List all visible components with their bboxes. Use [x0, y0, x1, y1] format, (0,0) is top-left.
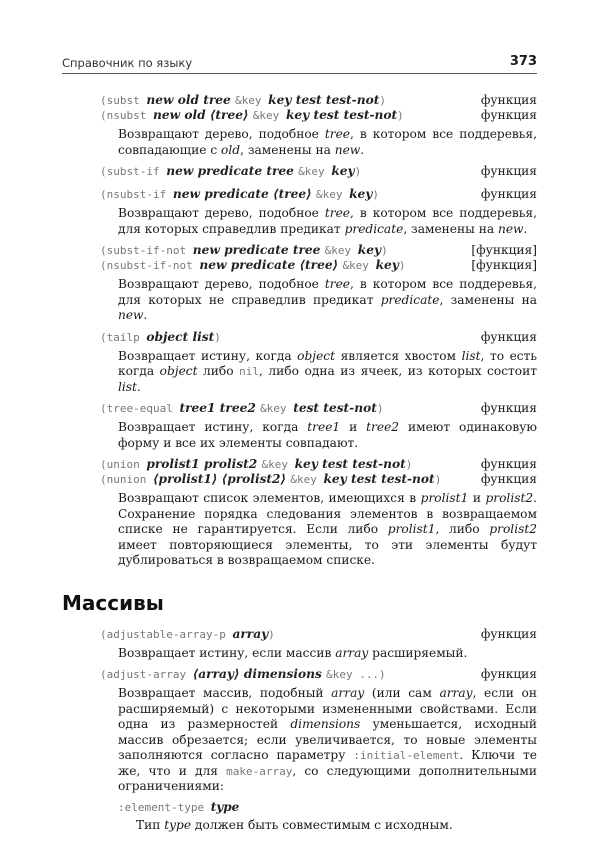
argument: ⟨array⟩ dimensions	[192, 667, 327, 681]
text-run: Возвращает истину, если массив	[118, 645, 336, 660]
code-token: (tailp	[100, 330, 147, 344]
function-entry	[100, 330, 537, 396]
entry-kind: функция	[480, 164, 537, 178]
argument: ⟨prolist1⟩ ⟨prolist2⟩	[152, 472, 291, 486]
code-token: &key	[290, 473, 324, 486]
text-run: .	[136, 379, 141, 394]
running-header	[62, 54, 537, 74]
code-token: )	[397, 109, 404, 122]
function-list-arrays	[100, 627, 537, 832]
text-run: Возвращает массив, подобный	[118, 686, 332, 700]
function-signature	[100, 93, 537, 108]
text-run: . Ключи те же, что и для	[118, 748, 537, 778]
code-token: &key	[260, 402, 294, 415]
text-run: имеют одинаковую форму и все их элементы совпадают.	[118, 420, 537, 450]
description	[118, 127, 537, 158]
description	[118, 277, 537, 324]
code-token: (nunion	[100, 473, 153, 486]
function-signature	[100, 627, 537, 642]
entry-kind: функция	[480, 401, 537, 415]
code-token: :initial-element	[353, 749, 460, 762]
argument: key test test-not	[323, 472, 435, 486]
text-run: должен быть совместимым с исходным.	[191, 817, 453, 832]
function-entry	[100, 667, 537, 832]
text-run: расширяемый.	[368, 645, 468, 660]
italic-term: tree1	[307, 420, 341, 434]
signature-text	[100, 243, 388, 258]
signature-text	[100, 667, 386, 682]
text-run: Возвращают дерево, подобное	[118, 277, 325, 291]
italic-term: prolist2	[485, 491, 534, 505]
italic-term: object	[159, 364, 198, 378]
text-run: и	[468, 491, 486, 505]
entry-kind: [функция]	[471, 243, 537, 257]
code-token: (nsubst-if	[100, 188, 173, 201]
text-run: .	[360, 142, 365, 157]
function-entry	[100, 187, 537, 237]
code-token: )	[268, 627, 275, 641]
text-run: , то есть когда	[118, 348, 538, 378]
entry-kind: функция	[480, 329, 537, 344]
italic-term: new	[118, 308, 144, 322]
text-run: и	[340, 420, 367, 434]
code-token: &key ...)	[326, 668, 386, 681]
italic-term: old	[221, 142, 241, 157]
argument: key	[357, 243, 382, 257]
entry-kind: функция	[480, 108, 537, 122]
code-token: (union	[100, 458, 147, 471]
code-token: (tree-equal	[100, 402, 180, 415]
italic-term: tree2	[366, 420, 400, 434]
italic-term: prolist1	[387, 522, 436, 536]
argument: new old tree	[146, 93, 236, 107]
function-entry	[100, 401, 537, 451]
text-run: Возвращают список элементов, имеющихся в	[118, 491, 421, 505]
argument: type	[210, 799, 240, 814]
argument: prolist1 prolist2	[146, 457, 262, 471]
description	[118, 686, 537, 795]
italic-term: array	[439, 686, 473, 700]
argument: new predicate tree	[192, 243, 325, 257]
code-token: )	[354, 165, 362, 178]
italic-term: new	[497, 221, 524, 236]
entry-kind: функция	[480, 457, 537, 471]
italic-term: tree	[324, 206, 351, 220]
italic-term: object	[297, 348, 336, 363]
text-run: уменьшается, исходный массив обрезается; если увеличивается, то новые элементы заполняются согласно параметру	[118, 717, 537, 762]
function-signature	[100, 243, 537, 258]
code-token: (nsubst	[100, 109, 153, 122]
code-token: (subst-if-not	[100, 244, 193, 257]
function-entry	[100, 93, 537, 158]
option-name	[118, 800, 537, 814]
code-token: nil	[239, 365, 260, 378]
italic-term: prolist1	[420, 491, 469, 505]
code-token: (adjustable-array-p	[100, 627, 233, 641]
argument: key test test-not	[285, 108, 398, 122]
signature-text	[100, 108, 404, 123]
entry-kind: функция	[480, 93, 537, 107]
function-list	[100, 93, 537, 569]
argument: key	[375, 258, 399, 272]
header-title: Справочник по языку	[62, 56, 193, 70]
signature-text	[100, 472, 441, 487]
italic-term: list	[461, 348, 481, 363]
text-run: .	[143, 308, 148, 322]
italic-term: list	[118, 379, 137, 394]
entry-kind: функция	[480, 667, 537, 681]
function-signature	[100, 401, 537, 416]
code-token: )	[379, 94, 386, 107]
code-token: (nsubst-if-not	[100, 259, 200, 272]
page-content	[62, 93, 538, 838]
signature-text	[100, 457, 412, 472]
code-token: (adjust-array	[100, 668, 193, 681]
text-run: , если он расширяемый) с некоторыми измененными свойствами. Если одна из размерностей	[118, 686, 538, 731]
argument: tree1 tree2	[179, 401, 261, 415]
function-signature	[100, 330, 537, 345]
argument: new old	[152, 108, 210, 122]
description	[118, 420, 537, 451]
argument: ⟨tree⟩	[209, 108, 253, 122]
entry-kind: функция	[480, 187, 537, 201]
italic-term: predicate	[344, 221, 404, 236]
code-token: )	[381, 244, 388, 257]
argument: array	[232, 626, 269, 641]
signature-text	[100, 401, 383, 416]
code-token: &key	[261, 458, 295, 471]
argument: new predicate tree	[166, 164, 299, 178]
text-run: Возвращают дерево, подобное	[118, 206, 325, 220]
italic-term: predicate	[380, 292, 440, 307]
argument: key test test-not	[268, 93, 380, 107]
text-run: , заменены на	[403, 221, 498, 236]
function-signature	[100, 667, 537, 682]
argument: key	[331, 164, 355, 178]
text-run: (или сам	[364, 686, 440, 700]
italic-term: new	[334, 142, 361, 157]
italic-term: tree	[324, 277, 351, 291]
italic-term: prolist2	[489, 522, 537, 536]
code-token: &key	[298, 165, 332, 178]
code-token: )	[398, 259, 406, 272]
text-run: Тип	[136, 817, 165, 832]
text-run: Возвращает истину, когда	[118, 420, 308, 434]
code-token: )	[405, 458, 413, 471]
function-signature	[100, 472, 537, 487]
option-description	[136, 818, 537, 832]
entry-kind: функция	[480, 472, 537, 486]
italic-term: dimensions	[290, 717, 361, 731]
signature-text	[100, 164, 361, 179]
argument: test test-not	[293, 401, 377, 415]
text-run: , заменены на	[439, 292, 538, 307]
code-token: &key	[315, 188, 350, 201]
italic-term: type	[164, 817, 192, 832]
text-run: , в котором все поддеревья, для которых не справедлив предикат	[118, 277, 537, 307]
code-token: make-array	[226, 764, 293, 778]
function-signature	[100, 187, 537, 202]
code-token: )	[434, 473, 442, 486]
entry-kind: [функция]	[471, 258, 537, 272]
argument: new predicate ⟨tree⟩	[172, 187, 316, 201]
code-token: (subst	[100, 94, 147, 107]
text-run: .	[523, 221, 528, 236]
description	[118, 491, 537, 569]
description	[118, 206, 537, 237]
code-token: )	[372, 188, 379, 201]
signature-text	[100, 93, 386, 108]
text-run: , заменены на	[240, 142, 335, 157]
argument: key test test-not	[294, 457, 406, 471]
text-run: либо	[197, 364, 240, 378]
italic-term: array	[335, 645, 369, 660]
text-run: . Сохранение порядка следования элементов в возвращаемом списке не гарантируется. Если либо	[118, 491, 537, 536]
page-number: 373	[509, 54, 537, 69]
signature-text	[100, 258, 405, 273]
text-run: , либо	[435, 522, 490, 536]
section-heading: Массивы	[62, 590, 164, 615]
code-token: &key	[342, 259, 376, 272]
text-run: , в котором все поддеревья, совпадающие с	[118, 127, 537, 157]
text-run: является хвостом	[335, 348, 462, 363]
text-run: , либо одна из ячеек, из которых состоит	[259, 364, 537, 378]
function-entry	[100, 457, 537, 569]
function-signature	[100, 258, 537, 273]
function-entry	[100, 164, 537, 179]
description	[118, 349, 537, 396]
signature-text	[100, 627, 275, 642]
text-run: , со следующими дополнительными ограничениями:	[118, 763, 537, 793]
description	[118, 646, 537, 662]
signature-text	[100, 330, 221, 345]
italic-term: array	[331, 686, 365, 700]
code-token: &key	[252, 109, 286, 122]
argument: new predicate ⟨tree⟩	[199, 258, 343, 272]
code-token: &key	[235, 94, 269, 107]
signature-text	[100, 187, 379, 202]
code-token: )	[376, 402, 384, 415]
italic-term: tree	[324, 127, 351, 141]
entry-kind: функция	[480, 626, 537, 641]
text-run: Возвращают дерево, подобное	[118, 127, 325, 141]
function-entry	[100, 627, 537, 662]
argument: key	[349, 187, 373, 201]
function-signature	[100, 457, 537, 472]
text-run: Возвращает истину, когда	[118, 348, 298, 363]
argument: object list	[146, 329, 215, 344]
code-token: )	[214, 330, 221, 344]
text-run: , в котором все поддеревья, для которых справедлив предикат	[118, 206, 537, 236]
text-run: имеет повторяющиеся элементы, то эти элементы будут дублироваться в возвращаемом списке.	[118, 537, 537, 567]
code-token: (subst-if	[100, 165, 167, 178]
code-token: :element-type	[118, 800, 211, 814]
function-entry	[100, 243, 537, 324]
function-signature	[100, 108, 537, 123]
function-signature	[100, 164, 537, 179]
code-token: &key	[324, 244, 358, 257]
